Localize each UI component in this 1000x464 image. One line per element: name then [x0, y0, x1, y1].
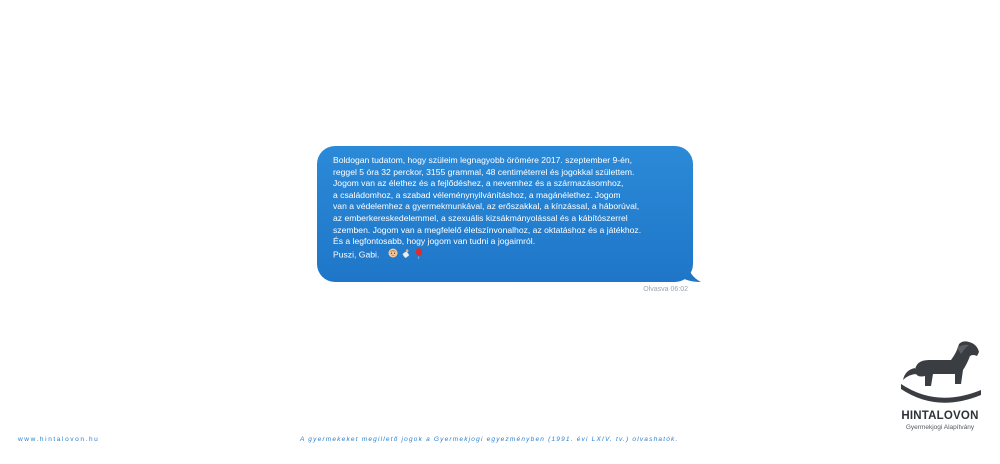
message-line: reggel 5 óra 32 perckor, 3155 grammal, 48 centiméterrel és jogokkal születtem.	[333, 166, 635, 177]
message-signature: Puszi, Gabi.	[333, 249, 380, 260]
logo-name: HINTALOVON	[901, 410, 979, 422]
read-receipt: Olvasva 06:02	[643, 286, 688, 293]
message-line: az emberkereskedelemmel, a szexuális kizsákmányolással és a kábítószerrel	[333, 212, 628, 223]
message-bubble-wrapper	[317, 146, 693, 282]
baby-bottle-emoji	[401, 248, 411, 262]
balloon-emoji	[415, 248, 423, 263]
footer-note: A gyermekeket megillető jogok a Gyermekjogi egyezményben (1991. évi LXIV. tv.) olvashatók.	[300, 436, 679, 443]
message-line: Boldogan tudatom, hogy szüleim legnagyobb örömére 2017. szeptember 9-én,	[333, 155, 633, 165]
website-link[interactable]: www.hintalovon.hu	[18, 436, 100, 443]
message-bubble[interactable]	[317, 146, 693, 282]
logo-subtitle: Gyermekjogi Alapítvány	[905, 424, 975, 431]
message-line: van a védelemhez a gyermekmunkával, az erőszakkal, a kínzással, a háborúval,	[333, 201, 640, 212]
emoji-group	[388, 248, 424, 263]
message-signature-line	[333, 248, 679, 263]
message-line: a családomhoz, a szabad véleménynyilvánításhoz, a magánélethez. Jogom	[333, 189, 621, 200]
hintalovon-logo	[892, 338, 988, 448]
message-line: szemben. Jogom van a megfelelő életszínvonalhoz, az oktatáshoz és a játékhoz.	[333, 224, 642, 235]
baby-face-emoji	[388, 248, 398, 262]
message-line: Jogom van az élethez és a fejlődéshez, a nevemhez és a származásomhoz,	[333, 178, 624, 189]
rocking-horse-icon	[897, 338, 983, 408]
message-line: És a legfontosabb, hogy jogom van tudni a jogaimról.	[333, 236, 536, 247]
